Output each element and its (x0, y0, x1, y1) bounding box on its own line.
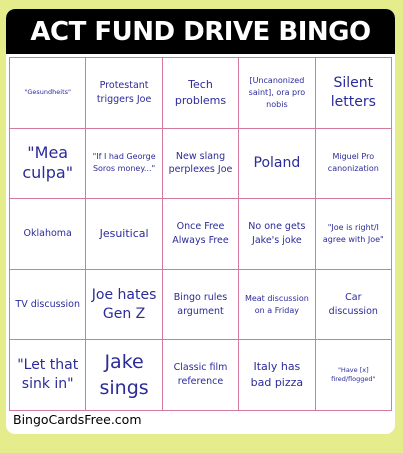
bingo-cell[interactable]: Tech problems (163, 58, 239, 129)
bingo-cell[interactable]: TV discussion (10, 270, 86, 341)
bingo-cell[interactable]: Once Free Always Free (163, 199, 239, 270)
bingo-cell[interactable]: Joe hates Gen Z (86, 270, 162, 341)
bingo-card (6, 9, 395, 434)
bingo-cell[interactable]: Poland (239, 129, 315, 200)
bingo-cell[interactable]: "Mea culpa" (10, 129, 86, 200)
bingo-cell[interactable]: Miguel Pro canonization (316, 129, 392, 200)
bingo-grid (9, 57, 392, 411)
bingo-cell[interactable]: Protestant triggers Joe (86, 58, 162, 129)
bingo-cell[interactable]: Bingo rules argument (163, 270, 239, 341)
bingo-cell[interactable]: Silent letters (316, 58, 392, 129)
bingo-cell[interactable]: Meat discussion on a Friday (239, 270, 315, 341)
bingo-cell[interactable]: "If I had George Soros money..." (86, 129, 162, 200)
bingo-cell[interactable]: "Gesundheits" (10, 58, 86, 129)
bingo-cell[interactable]: No one gets Jake's joke (239, 199, 315, 270)
bingo-cell[interactable]: Jake sings (86, 340, 162, 411)
bingo-cell[interactable]: Car discussion (316, 270, 392, 341)
bingo-cell[interactable]: "Have [x] fired/flogged" (316, 340, 392, 411)
site-credit: BingoCardsFree.com (13, 412, 142, 427)
bingo-cell[interactable]: Classic film reference (163, 340, 239, 411)
card-title: ACT FUND DRIVE BINGO (6, 9, 395, 54)
bingo-cell[interactable]: Oklahoma (10, 199, 86, 270)
bingo-cell[interactable]: Italy has bad pizza (239, 340, 315, 411)
bingo-cell[interactable]: "Joe is right/I agree with Joe" (316, 199, 392, 270)
bingo-cell[interactable]: [Uncanonized saint], ora pro nobis (239, 58, 315, 129)
bingo-cell[interactable]: "Let that sink in" (10, 340, 86, 411)
bingo-cell[interactable]: New slang perplexes Joe (163, 129, 239, 200)
bingo-cell[interactable]: Jesuitical (86, 199, 162, 270)
